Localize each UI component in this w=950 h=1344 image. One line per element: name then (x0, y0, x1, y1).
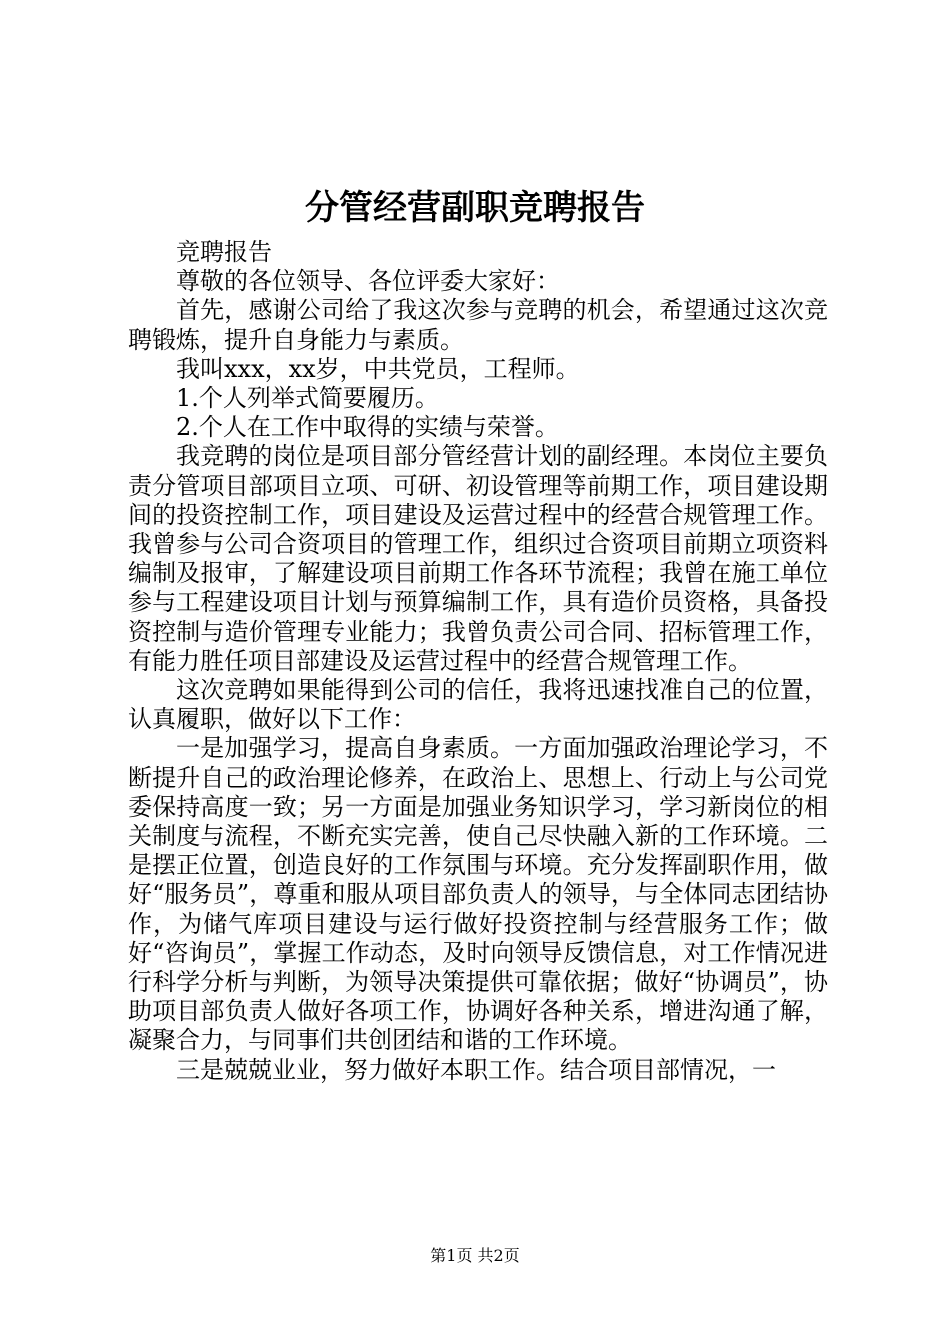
paragraph: 2.个人在工作中取得的实绩与荣誉。 (176, 413, 559, 442)
document-body (128, 238, 828, 1085)
paragraph: 我竞聘的岗位是项目部分管经营计划的副经理。本岗位主要负责分管项目部项目立项、可研、初设管理等前期工作，项目建设期间的投资控制工作，项目建设及运营过程中的经营合规管理工作。我曾参与公司合资项目的管理工作，组织过合资项目前期立项资料编制及报审，了解建设项目前期工作各环节流程；我曾在施工单位参与工程建设项目计划与预算编制工作，具有造价员资格，具备投资控制与造价管理专业能力；我曾负责公司合同、招标管理工作，有能力胜任项目部建设及运营过程中的经营合规管理工作。 (128, 442, 828, 675)
paragraph: 三是兢兢业业，努力做好本职工作。结合项目部情况，一 (176, 1055, 776, 1084)
paragraph: 1.个人列举式简要履历。 (176, 384, 439, 413)
paragraph: 我叫xxx，xx岁，中共党员，工程师。 (176, 354, 580, 383)
paragraph-heading: 竞聘报告 (176, 238, 272, 266)
paragraph: 这次竞聘如果能得到公司的信任，我将迅速找准自己的位置，认真履职，做好以下工作： (128, 676, 828, 734)
paragraph-salutation: 尊敬的各位领导、各位评委大家好： (176, 267, 560, 296)
paragraph: 首先，感谢公司给了我这次参与竞聘的机会，希望通过这次竞聘锻炼，提升自身能力与素质。 (128, 296, 828, 354)
paragraph: 一是加强学习，提高自身素质。一方面加强政治理论学习，不断提升自己的政治理论修养，在政治上、思想上、行动上与公司党委保持高度一致；另一方面是加强业务知识学习，学习新岗位的相关制度与流程，不断充实完善，使自己尽快融入新的工作环境。二是摆正位置，创造良好的工作氛围与环境。充分发挥副职作用，做好“服务员”，尊重和服从项目部负责人的领导，与全体同志团结协作，为储气库项目建设与运行做好投资控制与经营服务工作；做好“咨询员”，掌握工作动态，及时向领导反馈信息，对工作情况进行科学分析与判断，为领导决策提供可靠依据；做好“协调员”，协助项目部负责人做好各项工作，协调好各种关系，增进沟通了解，凝聚合力，与同事们共创团结和谐的工作环境。 (128, 734, 828, 1055)
document-title: 分管经营副职竞聘报告 (305, 188, 645, 228)
page-number-footer: 第1页 共2页 (430, 1246, 520, 1265)
